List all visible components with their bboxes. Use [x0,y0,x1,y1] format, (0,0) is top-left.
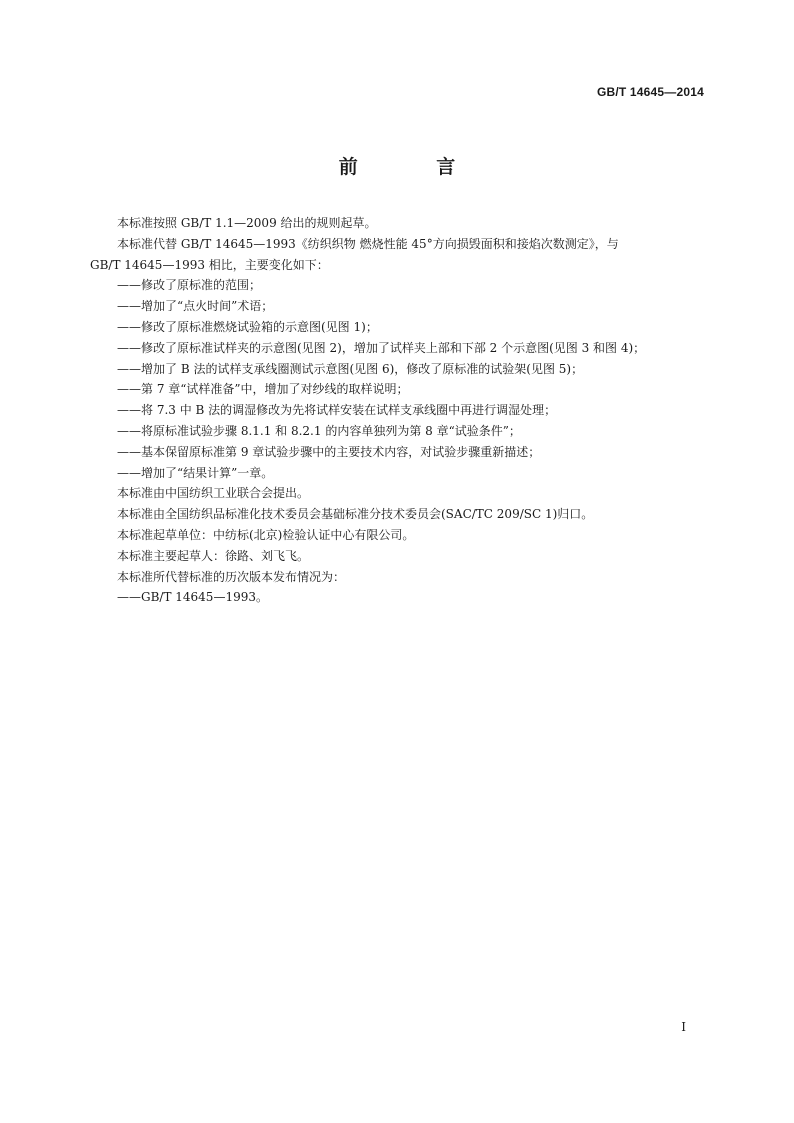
page-number: I [681,1020,686,1034]
replaces-paragraph-line-2: GB/T 14645—1993 相比，主要变化如下： [90,257,329,272]
page-title: 前 言 [338,156,492,178]
foreword-body [90,213,708,608]
changes-list [90,275,708,483]
managed-by-paragraph: 本标准由全国纺织品标准化技术委员会基础标准分技术委员会(SAC/TC 209/SC 1)归口。 [117,507,594,522]
history-intro-paragraph: 本标准所代替标准的历次版本发布情况为： [117,569,346,584]
change-item: ——增加了“结果计算”一章。 [117,465,274,480]
drafting-rule-paragraph: 本标准按照 GB/T 1.1—2009 给出的规则起草。 [117,216,377,230]
standard-code: GB/T 14645—2014 [596,85,704,99]
change-item: ——增加了 B 法的试样支承线圈测试示意图(见图 6)，修改了原标准的试验架(见图 5)； [117,361,584,376]
drafting-org-paragraph: 本标准起草单位：中纺标(北京)检验认证中心有限公司。 [117,527,415,542]
change-item: ——增加了“点火时间”术语； [117,299,274,314]
change-item: ——修改了原标准试样夹的示意图(见图 2)，增加了试样夹上部和下部 2 个示意图(见图 3 和图 4)； [117,340,646,355]
change-item: ——将原标准试验步骤 8.1.1 和 8.2.1 的内容单独列为第 8 章“试验条件”； [117,423,521,438]
change-item: ——修改了原标准燃烧试验箱的示意图(见图 1)； [117,319,378,334]
replaces-paragraph-line-1: 本标准代替 GB/T 14645—1993《纺织织物 燃烧性能 45°方向损毁面积和接焰次数测定》，与 [117,236,619,251]
history-item: ——GB/T 14645—1993。 [117,590,268,605]
proposed-by-paragraph: 本标准由中国纺织工业联合会提出。 [117,486,310,501]
change-item: ——第 7 章“试样准备”中，增加了对纱线的取样说明； [117,382,409,397]
change-item: ——基本保留原标准第 9 章试验步骤中的主要技术内容，对试验步骤重新描述； [117,444,541,459]
change-item: ——修改了原标准的范围； [117,278,262,293]
drafters-paragraph: 本标准主要起草人：徐路、刘飞飞。 [117,548,310,563]
change-item: ——将 7.3 中 B 法的调湿修改为先将试样安装在试样支承线圈中再进行调湿处理； [117,403,557,418]
